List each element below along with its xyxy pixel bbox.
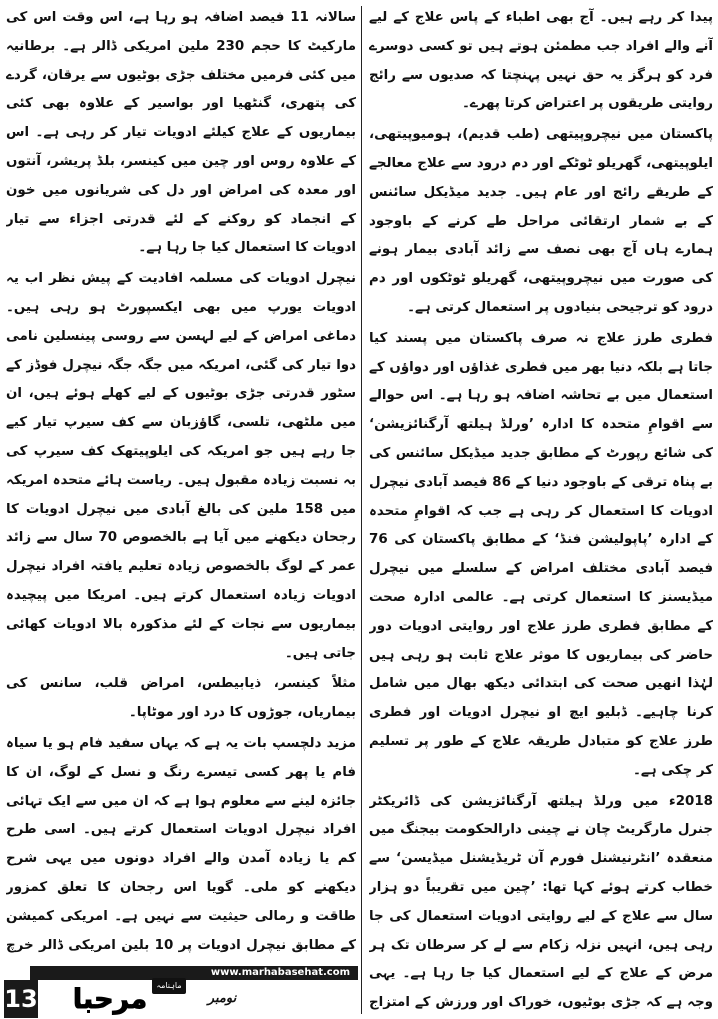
paragraph: 2018ء میں ورلڈ ہیلتھ آرگنائزیشن کی ڈائریکٹر جنرل مارگریٹ چان نے چینی دارالحکومت بیجنگ میں منعقدہ ’انٹرنیشنل فورم آن ٹریڈیشنل میڈیسن‘ سے خطاب کرتے ہوئے کہا تھا: ’چین میں تقریباً دو ہزار سال سے علاج کے لیے روایتی ادویات استعمال کی جا رہی ہیں، انہیں نزلہ زکام سے لے کر سرطان تک ہر مرض کے علاج کے لیے استعمال کیا جا رہا ہے۔ یہی وجہ ہے کہ جڑی بوٹیوں، خوراک اور ورزش کے امتزاج: [369, 793, 713, 1011]
column-divider: [361, 6, 362, 1014]
magazine-name: مرحبا: [72, 984, 148, 1015]
article-column-left: [6, 4, 356, 962]
page-number: 13: [4, 980, 38, 1018]
paragraph: پاکستان میں نیچروپیتھی (طب قدیم)، ہومیوپیتھی، ایلوپیتھی، گھریلو ٹوٹکے اور دم درود سے علاج معالجے کے طریقے رائج اور عام ہیں۔ جدید میڈیکل سائنس کے بے شمار ارتقائی مراحل طے کرنے کے باوجود ہمارے ہاں آج بھی نصف سے زائد آبادی بیمار ہونے کی صورت میں نیچروپیتھی، گھریلو ٹوٹکوں اور دم درود کو ترجیحی بنیادوں پر استعمال کرتی ہے۔: [369, 127, 713, 315]
paragraph: سالانہ 11 فیصد اضافہ ہو رہا ہے، اس وقت اس کی مارکیٹ کا حجم 230 ملین امریکی ڈالر ہے۔ برطانیہ میں کئی فرمیں مختلف جڑی بوٹیوں سے یرقان، گردے کی پتھری، گنٹھیا اور بواسیر کے علاوہ بھی کئی بیماریوں کے علاج کیلئے ادویات تیار کر رہی ہے۔ اس کے علاوہ روس اور چین میں کینسر، بلڈ پریشر، آنتوں اور معدہ کی امراض اور دل کی شریانوں میں خون کے انجماد کو روکنے کے لئے قدرتی اجزاء سے تیار ادویات کا استعمال کیا جا رہا ہے۔: [6, 10, 356, 256]
paragraph: فطری طرز علاج نہ صرف پاکستان میں پسند کیا جاتا ہے بلکہ دنیا بھر میں فطری غذاؤں اور دواؤں کے استعمال میں بے تحاشہ اضافہ ہو رہا ہے۔ اس حوالے سے اقوامِ متحدہ کا ادارہ ’ورلڈ ہیلتھ آرگنائزیشن‘ کی شائع رپورٹ کے مطابق جدید میڈیکل سائنس کی بے پناہ ترقی کے باوجود دنیا کے 86 فیصد آبادی نیچرل ادویات کا استعمال کر رہی ہے جب کہ اقوامِ متحدہ کے ادارہ ’پاپولیشن فنڈ‘ کے مطابق پاکستان کی 76 فیصد آبادی مختلف امراض کے سلسلے میں نیچرل میڈیسنز کا استعمال کرتی ہے۔ عالمی ادارہ صحت کے مطابق فطری طرز علاج اور روایتی ادویات دور حاضر کی بیماریوں کا موثر علاج ثابت ہو رہی ہیں لہٰذا انھیں صحت کی ابتدائی دیکھ بھال میں شامل کرنا چاہیے۔ ڈبلیو ایچ او نیچرل ادویات اور فطری طرز علاج کو متبادل طریقہ علاج کے طور پر تسلیم کر چکی ہے۔: [369, 330, 713, 778]
paragraph: مثلاً کینسر، ذیابیطس، امراض قلب، سانس کی بیماریاں، جوڑوں کا درد اور موٹاپا۔: [6, 676, 356, 721]
issue-date: نومبر: [207, 991, 237, 1006]
page-footer: [0, 966, 362, 1019]
magazine-tag: ماہنامہ: [152, 978, 186, 994]
paragraph: مزید دلچسپ بات یہ ہے کہ یہاں سفید فام ہو یا سیاہ فام یا پھر کسی تیسرے رنگ و نسل کے لوگ، ان کا جائزہ لینے سے معلوم ہوا ہے کہ ان میں سے ایک تہائی افراد نیچرل ادویات استعمال کرتے ہیں۔ اسی طرح کم یا زیادہ آمدن والے افراد دونوں میں یہی شرح دیکھنے کو ملی۔ گویا اس رجحان کا تعلق کمزور طاقت و رمالی حیثیت سے نہیں ہے۔ امریکی کمیشن کے مطابق نیچرل ادویات پر 10 بلین امریکی ڈالر خرچ: [6, 735, 356, 953]
paragraph: نیچرل ادویات کی مسلمہ افادیت کے پیش نظر اب یہ ادویات یورپ میں بھی ایکسپورٹ ہو رہی ہیں۔ دماغی امراض کے لیے لہسن سے روسی پینسلین نامی دوا تیار کی گئی، امریکہ میں جگہ جگہ نیچرل فوڈز کے سٹور قدرتی جڑی بوٹیوں کے لیے کھلے ہوئے ہیں، ان میں ملٹھی، تلسی، گاؤزبان سے کف سیرپ تیار کیے جا رہے ہیں جو امریکہ کی ایلوپیتھک کف سیرپ کی بہ نسبت زیادہ مقبول ہیں۔ ریاست ہائے متحدہ امریکہ میں 158 ملین کی بالغ آبادی میں نیچرل ادویات کا رجحان دیکھنے میں آیا ہے بالخصوص 70 سال سے زائد عمر کے لوگ بالخصوص زیادہ تعلیم یافتہ افراد نیچرل ادویات زیادہ استعمال کرتے ہیں۔ امریکا میں پیچیدہ بیماریوں سے نجات کے لئے مذکورہ بالا ادویات کھائی جاتی ہیں۔: [6, 271, 356, 661]
website-url[interactable]: www.marhabasehat.com: [30, 966, 358, 980]
article-column-right: [369, 4, 713, 1016]
magazine-logo: [40, 982, 180, 1018]
paragraph: پیدا کر رہے ہیں۔ آج بھی اطباء کے پاس علاج کے لیے آنے والے افراد جب مطمئن ہوتے ہیں تو کسی دوسرے فرد کو ہرگز یہ حق نہیں پہنچتا کہ صدیوں سے رائج روایتی طریقوں پر اعتراض کرتا پھرے۔: [369, 10, 713, 112]
